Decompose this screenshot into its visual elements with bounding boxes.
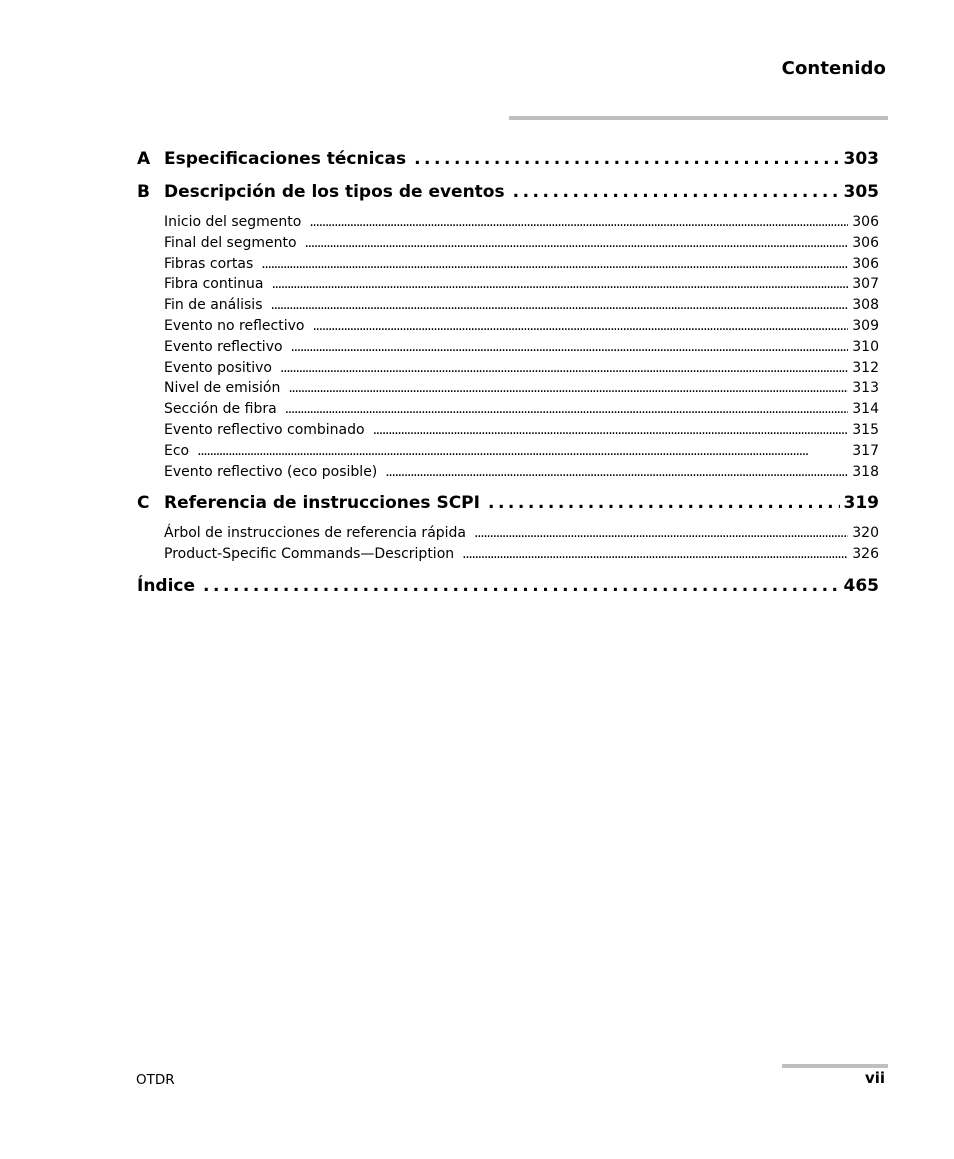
section-title: Eco [164, 442, 190, 459]
chapter-title: Índice [137, 575, 196, 596]
dot-leader [285, 399, 849, 420]
dot-leader [488, 490, 840, 516]
chapter-title: Descripción de los tipos de eventos [164, 182, 505, 202]
section-title: Final del segmento [164, 234, 297, 251]
chapter-page-number: 465 [843, 575, 879, 596]
section-title: Product-Specific Commands—Description [164, 546, 455, 563]
section-page-number: 320 [852, 525, 879, 542]
chapter-title: Referencia de instrucciones SCPI [164, 493, 480, 514]
section-page-number: 306 [852, 234, 879, 251]
toc-section-entry[interactable] [137, 316, 879, 337]
dot-leader [197, 441, 848, 462]
chapter-page-number: 303 [843, 149, 879, 169]
toc-section-entry[interactable] [137, 358, 879, 379]
chapter-page-number: 319 [843, 493, 879, 514]
dot-leader [280, 358, 848, 379]
section-page-number: 306 [852, 255, 879, 272]
dot-leader [474, 523, 848, 544]
dot-leader [373, 420, 849, 441]
footer-product-name: OTDR [136, 1072, 175, 1088]
dot-leader [305, 233, 849, 254]
section-title: Árbol de instrucciones de referencia rápida [164, 525, 467, 542]
header-rule [509, 116, 888, 120]
toc-section-entry[interactable] [137, 233, 879, 254]
dot-leader [288, 378, 848, 399]
section-page-number: 326 [852, 546, 879, 563]
dot-leader [462, 544, 848, 565]
section-page-number: 315 [852, 421, 879, 438]
footer-page-number: vii [864, 1069, 885, 1087]
page-header-title: Contenido [781, 58, 886, 79]
section-page-number: 307 [852, 276, 879, 293]
chapter-letter: B [137, 182, 150, 202]
section-title: Fin de análisis [164, 297, 263, 314]
section-page-number: 308 [852, 297, 879, 314]
section-page-number: 310 [852, 338, 879, 355]
section-page-number: 314 [852, 401, 879, 418]
chapter-letter: C [137, 493, 150, 514]
toc-section-entry[interactable] [137, 212, 879, 233]
toc-section-entry[interactable] [137, 295, 879, 316]
toc-section-entry[interactable] [137, 254, 879, 275]
toc-section-entry[interactable] [137, 337, 879, 358]
dot-leader [312, 316, 848, 337]
section-title: Evento reflectivo combinado [164, 421, 365, 438]
chapter-page-number: 305 [843, 182, 879, 202]
dot-leader [309, 212, 848, 233]
section-page-number: 318 [852, 463, 879, 480]
section-title: Nivel de emisión [164, 380, 281, 397]
toc-section-entry[interactable] [137, 544, 879, 565]
toc-section-entry[interactable] [137, 274, 879, 295]
footer-rule [782, 1064, 888, 1068]
section-title: Evento reflectivo [164, 338, 283, 355]
toc-section-entry[interactable] [137, 399, 879, 420]
section-page-number: 312 [852, 359, 879, 376]
dot-leader [271, 274, 848, 295]
dot-leader [271, 295, 849, 316]
dot-leader [291, 337, 849, 358]
toc-section-entry[interactable] [137, 420, 879, 441]
chapter-title: Especificaciones técnicas [164, 149, 407, 169]
table-of-contents [137, 146, 879, 606]
toc-chapter-entry[interactable] [137, 573, 879, 606]
dot-leader [385, 462, 848, 483]
section-page-number: 306 [852, 214, 879, 230]
dot-leader [203, 573, 839, 599]
dot-leader [513, 179, 840, 205]
toc-chapter-entry[interactable] [137, 490, 879, 523]
toc-section-entry[interactable] [137, 441, 879, 462]
section-title: Evento positivo [164, 359, 272, 376]
section-title: Evento no reflectivo [164, 317, 305, 334]
toc-chapter-entry[interactable] [137, 179, 879, 212]
chapter-spacer [137, 565, 879, 573]
dot-leader [261, 254, 848, 275]
section-page-number: 317 [852, 442, 879, 459]
section-page-number: 309 [852, 317, 879, 334]
section-title: Inicio del segmento [164, 214, 302, 230]
section-title: Fibras cortas [164, 255, 254, 272]
section-title: Fibra continua [164, 276, 264, 293]
section-title: Evento reflectivo (eco posible) [164, 463, 378, 480]
chapter-letter: A [137, 149, 151, 169]
toc-section-entry[interactable] [137, 462, 879, 483]
toc-section-entry[interactable] [137, 378, 879, 399]
section-title: Sección de fibra [164, 401, 277, 418]
toc-chapter-entry[interactable] [137, 146, 879, 179]
toc-section-entry[interactable] [137, 523, 879, 544]
chapter-spacer [137, 482, 879, 490]
dot-leader [414, 146, 839, 172]
section-page-number: 313 [852, 380, 879, 397]
